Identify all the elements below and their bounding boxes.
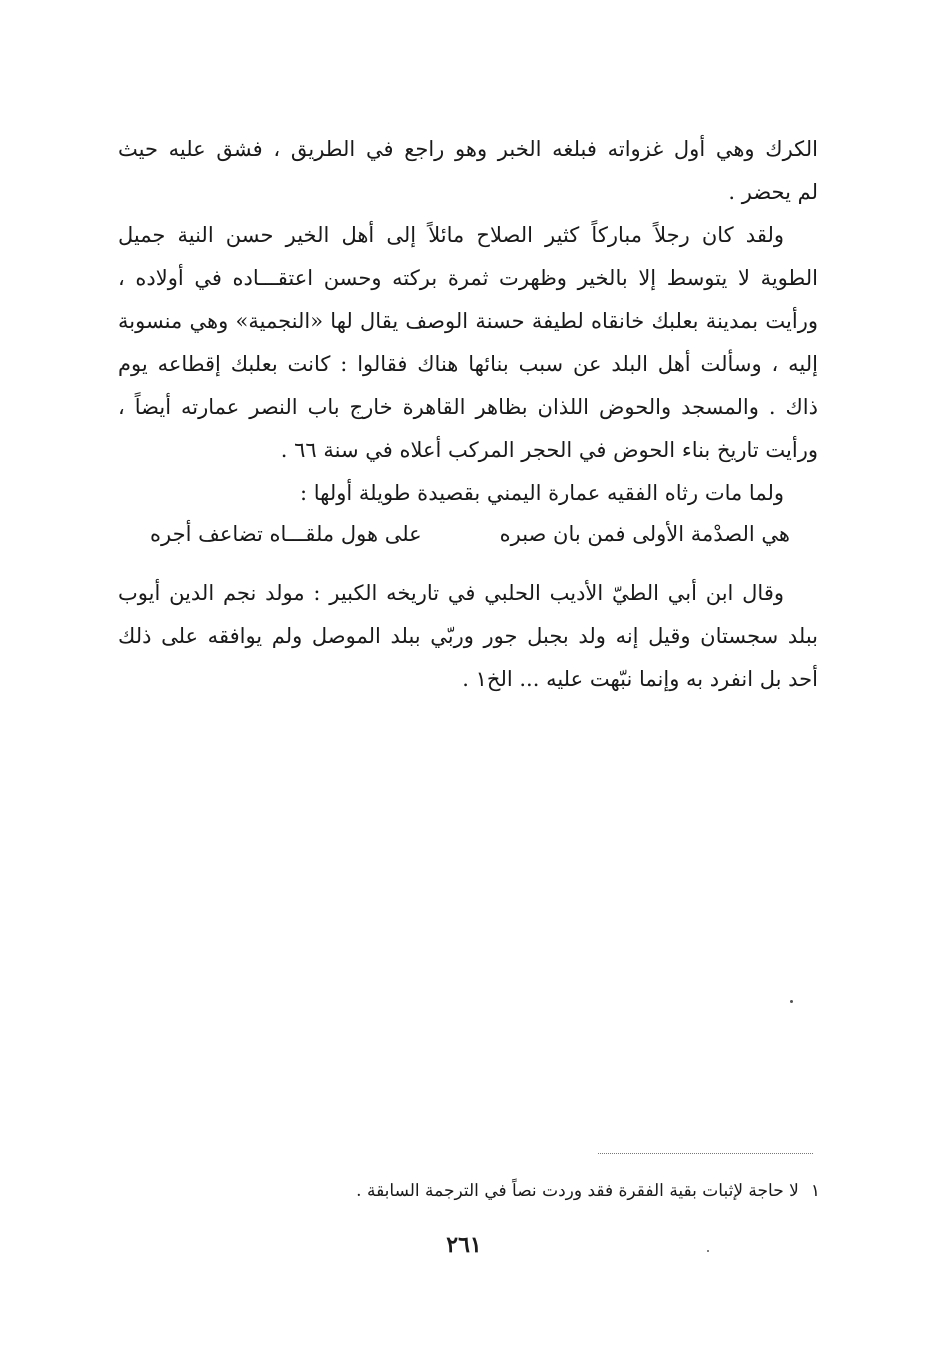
footnote-text: لا حاجة لإثبات بقية الفقرة فقد وردت نصاً في الترجمة السابقة . xyxy=(356,1181,799,1201)
scan-speck xyxy=(790,1000,793,1003)
second-paragraph xyxy=(118,572,818,701)
main-paragraph xyxy=(118,128,818,515)
footnote-separator xyxy=(598,1153,813,1154)
text-line: ذاك . والمسجد والحوض اللذان بظاهر القاهرة خارج باب النصر عمارته أيضاً ، xyxy=(118,395,818,419)
page-number: ٢٦١ xyxy=(446,1232,482,1258)
text-line: إليه ، وسألت أهل البلد عن سبب بنائها هناك فقالوا : كانت بعلبك إقطاعه يوم xyxy=(118,352,818,376)
poetry-verse xyxy=(150,513,790,556)
text-line: لم يحضر . xyxy=(728,180,818,204)
verse-first-hemistich: هي الصدْمة الأولى فمن بان صبره xyxy=(499,522,790,546)
text-line: الطوية لا يتوسط إلا بالخير وظهرت ثمرة بركته وحسن اعتقـــاده في أولاده ، xyxy=(118,266,818,290)
text-line: الكرك وهي أول غزواته فبلغه الخبر وهو راجع في الطريق ، فشق عليه حيث xyxy=(118,137,818,161)
footnote xyxy=(300,1175,820,1207)
text-line: وقال ابن أبي الطيّ الأديب الحلبي في تاريخه الكبير : مولد نجم الدين أيوب xyxy=(118,581,784,605)
text-line: ببلد سجستان وقيل إنه ولد بجبل جور وربّي ببلد الموصل ولم يوافقه على ذلك xyxy=(118,624,818,648)
verse-second-hemistich: على هول ملقـــاه تضاعف أجره xyxy=(150,522,422,546)
text-line: أحد بل انفرد به وإنما نبّهت عليه ... الخ١ . xyxy=(462,667,818,691)
footnote-number: ١ xyxy=(810,1181,820,1201)
text-line: ورأيت بمدينة بعلبك خانقاه لطيفة حسنة الوصف يقال لها «النجمية» وهي منسوبة xyxy=(118,309,818,333)
text-line: ورأيت تاريخ بناء الحوض في الحجر المركب أعلاه في سنة ٦٦ . xyxy=(280,438,818,462)
text-line: ولما مات رثاه الفقيه عمارة اليمني بقصيدة طويلة أولها : xyxy=(300,481,784,505)
scan-speck xyxy=(707,1250,709,1252)
text-line: ولقد كان رجلاً مباركاً كثير الصلاح مائلاً إلى أهل الخير حسن النية جميل xyxy=(118,223,784,247)
